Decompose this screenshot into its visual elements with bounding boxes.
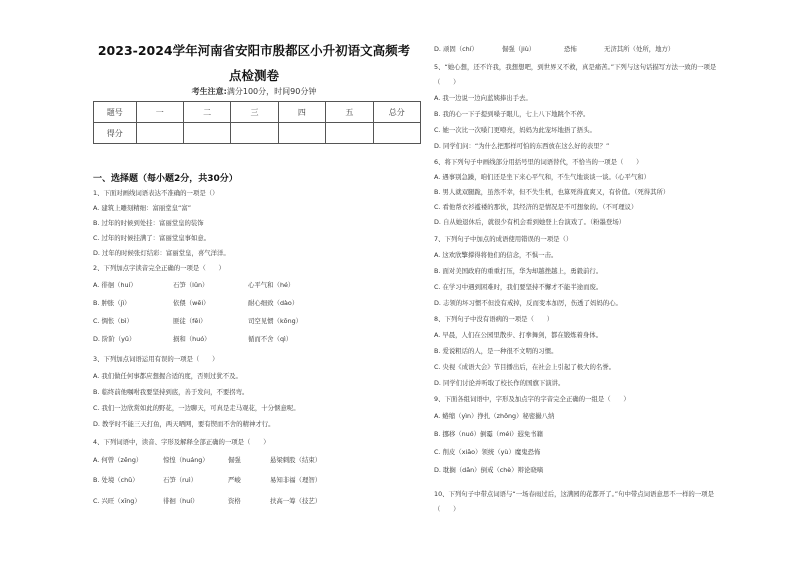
exam-title: 2023-2024学年河南省安阳市殷都区小升初语文高频考点检测卷 (97, 43, 411, 83)
score-header-cell: 五 (326, 102, 373, 123)
question-7-option-b: B. 面对美国政府的重重打压，华为却越挫越上，勇毅前行。 (434, 267, 603, 275)
option-part: A. 何曾（zēng） (93, 456, 143, 464)
question-7-stem: 7、下列句子中加点的成语使用错误的一项是（） (434, 235, 573, 243)
question-6-option-c: C. 看他帮衣衫褴褛的那伙，其经济的是情况是不可想象的。（不可理议） (434, 203, 638, 211)
score-header-cell: 总分 (373, 102, 420, 123)
question-1-option-b: B. 过年的时候到处挂：富丽堂皇的装饰 (93, 219, 204, 227)
question-8-option-b: B. 爱说粗话的人，是一种很不文明的习惯。 (434, 347, 558, 355)
option-part: B. 肿胀（jì） (93, 299, 131, 307)
option-part: B. 处境（chǔ） (93, 476, 139, 484)
option-part: D. 阶阶（yǔ） (93, 335, 136, 343)
option-part: 心平气和（hé） (248, 281, 295, 289)
option-part: 石笋（lǔn） (173, 281, 209, 289)
question-1-option-d: D. 过年的时候张灯结彩：富丽堂皇，喜气洋洋。 (93, 249, 230, 257)
notice-text: 满分100分，时间90分钟 (226, 87, 317, 96)
score-header-cell: 题号 (94, 102, 137, 123)
option-part: 石笋（ruì） (163, 476, 198, 484)
question-6-option-d: D. 自从她退休后，就很少有机会看到她登上台演戏了。（粉墨登场） (434, 218, 626, 226)
score-cell[interactable] (373, 123, 420, 144)
score-cell[interactable] (136, 123, 183, 144)
score-header-row (94, 102, 421, 123)
option-part: C. 惆怅（bì） (93, 317, 133, 325)
score-cell[interactable] (278, 123, 325, 144)
question-2-stem: 2、下列加点字读音完全正确的一项是（ ） (93, 264, 225, 272)
option-part: 惊惶（huáng） (163, 456, 209, 464)
option-part: A. 徘徊（huí） (93, 281, 137, 289)
question-8-option-d: D. 同学们讨论并听取了校长作的国旗下演讲。 (434, 379, 565, 387)
question-9-option-a: A. 蜷缩（yìn）挣扎（zhōng）秘密撮八纳 (434, 412, 555, 420)
question-7-option-d: D. 志领的坏习惯不但没有戒掉，反而变本加厉，伤透了妈妈的心。 (434, 299, 622, 307)
exam-notice (94, 86, 414, 97)
score-header-cell: 三 (231, 102, 278, 123)
question-3-stem: 3、下列加点词语运用有误的一项是（ ） (93, 355, 219, 363)
option-part: 耐心细致（dào） (248, 299, 299, 307)
option-part: 严峻 (228, 476, 241, 484)
question-9-option-c: C. 削皮（xiāo）领统（yù）魔鬼恐怖 (434, 448, 541, 456)
option-part: 徘徊（huí） (163, 497, 199, 505)
question-7-option-a: A. 这欢欣擎撑得将他们的信念，不惧一击。 (434, 251, 558, 259)
question-7-option-c: C. 在学习中遇到困难时，我们要坚持不懈才不能半途而废。 (434, 283, 603, 291)
option-part: 倔强 (228, 456, 241, 464)
option-part: 无济其所（处所，地方） (604, 45, 675, 53)
question-3-option-d: D. 教学时不能三天打鱼，两天晒网，要有锲而不舍的精神才行。 (93, 420, 275, 428)
score-cell[interactable] (231, 123, 278, 144)
question-8-stem: 8、下列句子中没有语病的一项是（ ） (434, 315, 554, 323)
question-1-option-c: C. 过年的时候挂满了：富丽堂皇事如意。 (93, 234, 211, 242)
question-3-option-c: C. 我们一边欣赏如此的野花，一边聊天，可真是走马观花，十分惬意呢。 (93, 404, 300, 412)
option-part: 损和（huó） (173, 335, 211, 343)
score-row (94, 123, 421, 144)
question-3-option-a: A. 我们做任何事都应想握合适的度，否则过犹不及。 (93, 372, 242, 380)
score-row-label: 得分 (94, 123, 137, 144)
question-9-option-d: D. 耽搁（dān）倒戒（chè）辩论晓嘀 (434, 466, 544, 474)
score-header-cell: 一 (136, 102, 183, 123)
option-part: 恐怖 (564, 45, 577, 53)
question-9-stem: 9、下面各组词语中，字形及加点字的字音完全正确的一组是（ ） (434, 395, 630, 403)
question-6-stem: 6、将下列句子中画线部分用括号里的词语替代，不恰当的一项是（ ） (434, 158, 643, 166)
question-5-option-c: C. 她一次比一次嗓门更嘹亮，妈妈为此宠坏地捂了捂头。 (434, 126, 596, 134)
score-cell[interactable] (183, 123, 230, 144)
question-5-option-d: D. 同学们问：“为什么把那样可怕的东西放在这么好的表里？” (434, 142, 610, 150)
option-part: 悬梁刺股（结束） (270, 456, 322, 464)
question-1-stem: 1、下面对画线词语表达不准确的一项是（） (93, 189, 219, 197)
question-6-option-a: A. 遇事别急躁，咱们还是坐下来心平气和，不生气地谈谈一谈。（心平气和） (434, 173, 651, 181)
notice-label: 考生注意: (191, 87, 227, 96)
score-header-cell: 二 (183, 102, 230, 123)
option-part: 匪徒（fěi） (173, 317, 207, 325)
option-part: 依偎（wēi） (173, 299, 210, 307)
option-part: 司空见惯（kōng） (248, 317, 303, 325)
question-10-stem: 10、下列句子中带点词语与“一场春雨过后，这满园的花都开了。”句中带点词语意思不一样的一项是 (434, 490, 714, 498)
question-8-option-c: C. 央视《成语大会》节目播出后，在社会上引起了极大的名誉。 (434, 363, 616, 371)
question-4-stem: 4、下列词语中，读音、字形及解释全部正确的一项是（ ） (93, 438, 270, 446)
question-3-option-b: B. 临终前他嘱咐我要坚持到底，善于发问，不要拐弯。 (93, 388, 249, 396)
score-cell[interactable] (326, 123, 373, 144)
question-8-option-a: A. 早晨，人们在公园里散步、打拳舞剑，都在锻炼着身体。 (434, 331, 603, 339)
option-part: 资格 (228, 497, 241, 505)
question-10-paren: （ ） (434, 505, 460, 513)
question-5-option-a: A. 我一边说一边向蓝姨捧出手去。 (434, 94, 532, 102)
option-part: 易知非福（理智） (270, 476, 322, 484)
score-table (93, 101, 421, 144)
question-1-option-a: A. 建筑上雕刻精细：富丽堂皇“富” (93, 204, 192, 212)
option-part: C. 兴旺（xīng） (93, 497, 141, 505)
score-header-cell: 四 (278, 102, 325, 123)
question-5-stem: 5、“她心想，还不许我，我想想吧，到世界又不救，真是痛苦。”下列与这句话描写方法一致的一项是 (434, 63, 717, 71)
question-9-option-b: B. 挪移（nuó）倒霉（méi）遐免书籍 (434, 430, 544, 438)
section-heading: 一、选择题（每小题2分，共30分） (93, 174, 238, 184)
option-part: 循而不舍（qì） (248, 335, 293, 343)
question-6-option-b: B. 男人就双腿跪，虽然不幸，但不失生机，也算死得直爽又，有价值。（死得其所） (434, 188, 670, 196)
option-part: D. 顽固（chí） (434, 45, 478, 53)
question-5-option-b: B. 我的心一下子提到嗓子眼儿，七上八下地跳个不停。 (434, 110, 590, 118)
question-5-paren: （ ） (434, 78, 460, 86)
option-part: 扶高一筹（技艺） (270, 497, 322, 505)
option-part: 倔强（jiù） (502, 45, 536, 53)
